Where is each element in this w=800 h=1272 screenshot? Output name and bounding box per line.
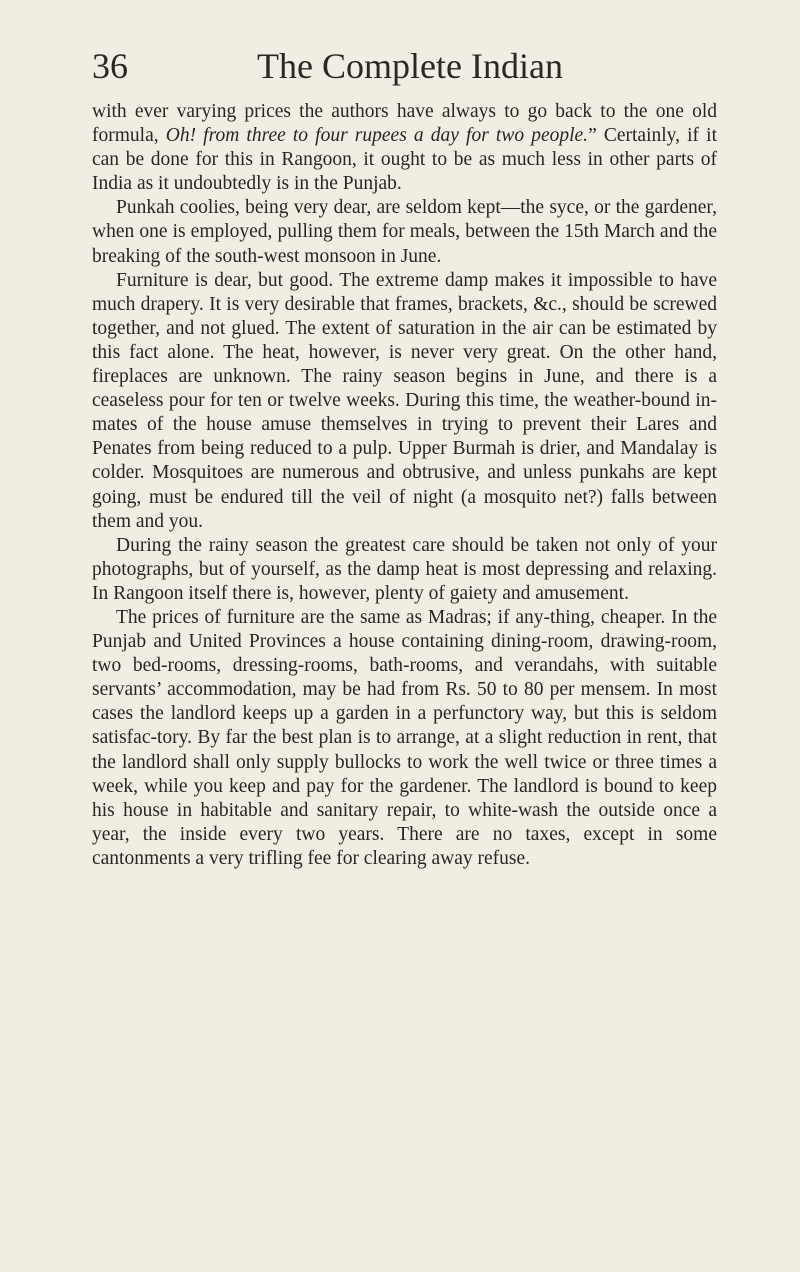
paragraph-1-part-a: with ever varying prices the authors have always to go back to the one old formula,: [92, 101, 717, 147]
body-text: [92, 100, 717, 871]
paragraph-rainy-season: During the rainy season the greatest care should be taken not only of your photographs, but of yourself, as the damp heat is most depressing and relaxing. In Rangoon itself there is, however, plenty of gaiety and amusement.: [92, 534, 717, 604]
paragraph-furniture: Furniture is dear, but good. The extreme damp makes it impossible to have much drapery. It is very desirable that frames, brackets, &c., should be screwed together, and not glued. The extent of saturation in the air can be estimated by this fact alone. The heat, however, is never very great. On the other hand, fireplaces are unknown. The rainy season begins in June, and there is a ceaseless pour for ten or twelve weeks. During this time, the weather-bound in-mates of the house amuse themselves in trying to prevent their Lares and Penates from being reduced to a pulp. Upper Burmah is drier, and Mandalay is colder. Mosquitoes are numerous and obtrusive, and unless punkahs are kept going, must be endured till the veil of night (a mosquito net?) falls between them and you.: [92, 269, 717, 532]
page-number: 36: [92, 46, 128, 86]
paragraph-punkah-coolies: Punkah coolies, being very dear, are seldom kept—the syce, or the gardener, when one is employed, pulling them for meals, between the 15th March and the breaking of the south-west monsoon in June.: [92, 197, 717, 267]
paragraph-continued: [92, 100, 717, 196]
paragraph-1-part-b: ” Certainly, if it can be done for this in Rangoon, it ought to be as much less in other parts of India as it undoubtedly is in the Punjab.: [92, 125, 717, 195]
quoted-formula: Oh! from three to four rupees a day for two people.: [165, 125, 589, 147]
running-head: [0, 38, 800, 94]
running-title: The Complete Indian: [257, 46, 563, 86]
paragraph-prices: The prices of furniture are the same as Madras; if any-thing, cheaper. In the Punjab and United Provinces a house containing dining-room, drawing-room, two bed-rooms, dressing-rooms, bath-rooms, and verandahs, with suitable servants’ accommodation, may be had from Rs. 50 to 80 per mensem. In most cases the landlord keeps up a garden in a perfunctory way, but this is seldom satisfac-tory. By far the best plan is to arrange, at a slight reduction in rent, that the landlord shall only supply bullocks to work the well twice or three times a week, while you keep and pay for the gardener. The landlord is bound to keep his house in habitable and sanitary repair, to white-wash the outside once a year, the inside every two years. There are no taxes, except in some cantonments a very trifling fee for clearing away refuse.: [92, 606, 717, 869]
